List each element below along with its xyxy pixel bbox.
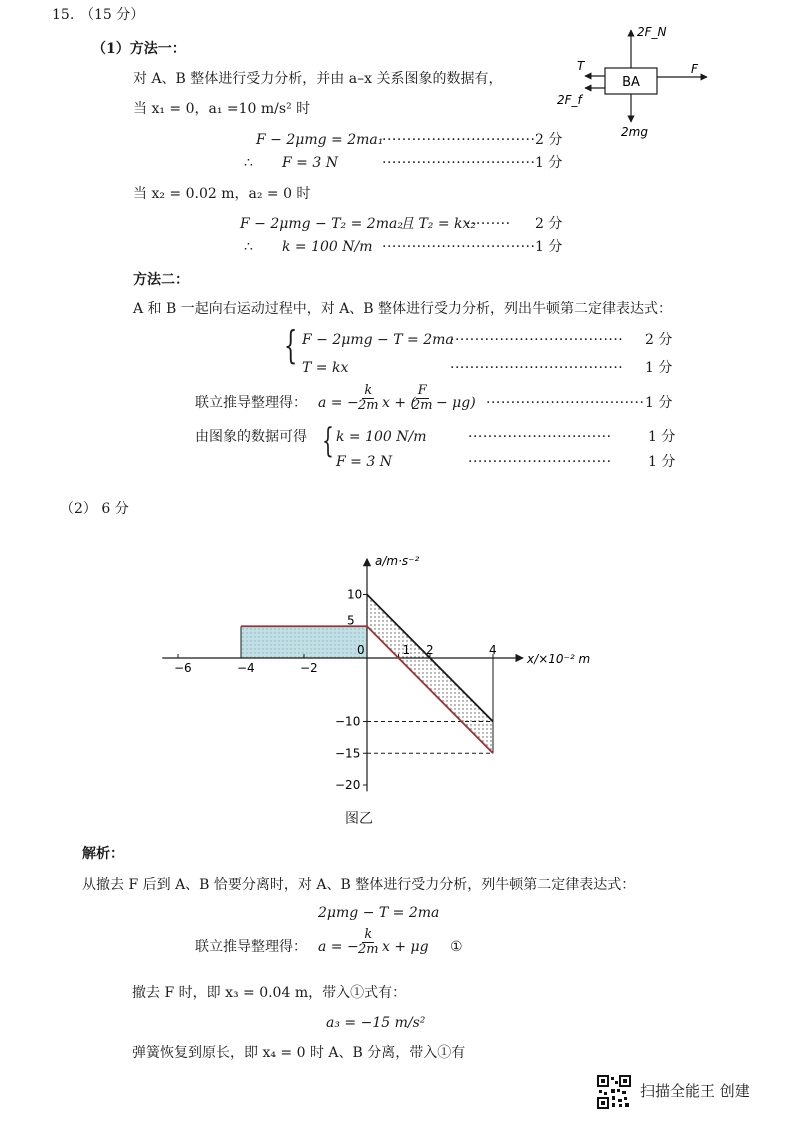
shaded-region-right [367,595,493,754]
x-tick-label: −4 [237,661,255,675]
y-axis-label: a/m·s⁻² [375,553,420,568]
m1-eq2: F − 2μmg − T₂ = 2ma₂ [240,216,403,232]
leader-dots: ··································· [450,360,624,376]
pts4: 1 分 [535,239,563,255]
x-tick-label: −2 [300,661,318,675]
x-tick-label: −6 [174,661,192,675]
footer-brand: 扫描全能王 创建 [640,1082,750,1100]
leader-dots: ······························· [382,132,536,148]
analysis-title: 解析： [82,846,124,862]
normal-label: 2F_N [637,25,667,39]
g1: k = 100 N/m [336,429,427,445]
analysis-l3-a: a = − [318,939,359,955]
analysis-l3-label: 联立推导整理得： [195,939,307,955]
part1-label: （1）方法一： [92,41,186,57]
fraction-den: 2m [358,942,379,958]
y-tick-label: 5 [347,613,355,628]
analysis-l3-rest: x + μg [382,939,429,955]
x-tick-label: 2 [426,643,434,657]
tension-label: T [577,59,585,73]
result-brace: { [322,421,334,461]
system-brace: { [284,323,298,367]
m1-eq2b: 且 T₂ = kx₂ [400,216,477,232]
y-tick-label: −10 [335,714,361,729]
m1-intro: 对 A、B 整体进行受力分析，并由 a–x 关系图象的数据有， [133,71,503,87]
y-tick-label: −20 [335,778,361,792]
analysis-l4: 撤去 F 时，即 x₃ = 0.04 m，带入①式有： [132,985,407,1001]
a-x-chart [150,528,590,796]
derive-end: − μg) [436,395,476,411]
m1-res2: k = 100 N/m [282,239,373,255]
leader-dots: ······························· [382,155,536,171]
fraction-k-2m [358,384,379,414]
fraction-F-2m [412,384,433,414]
pts7: 1 分 [645,395,673,411]
m1-eq1: F − 2μmg = 2ma₁ [256,132,384,148]
method2-label: 方法二： [133,272,189,288]
fraction-den: 2m [358,398,379,414]
leader-dots: ····························· [468,454,612,470]
therefore-symbol: ∴ [244,239,253,255]
x-tick-label: 4 [489,643,497,657]
derive-x: x + ( [382,395,416,411]
fraction-num: F [417,383,427,398]
x-tick-label: 0 [357,643,365,657]
force-label: F [691,62,698,76]
force-diagram [555,22,715,140]
analysis-l5: a₃ = −15 m/s² [326,1015,426,1031]
qr-code-icon [597,1075,631,1109]
circled-one: ① [450,939,463,955]
m1-cond1: 当 x₁ = 0，a₁ =10 m/s² 时 [133,101,311,117]
graph-label: 由图象的数据可得 [195,429,307,445]
weight-label: 2mg [621,125,648,139]
part2-label: （2） 6 分 [60,501,129,517]
friction-label: 2F_f [557,93,582,107]
block-label: BA [622,75,640,90]
y-tick-label: 10 [347,587,363,602]
pts6: 1 分 [645,360,673,376]
therefore-symbol: ∴ [244,155,253,171]
pts9: 1 分 [648,454,676,470]
m2-sys1: F − 2μmg − T = 2ma [302,332,454,348]
question-score: （15 分） [80,7,145,23]
pts1: 2 分 [535,132,563,148]
analysis-l6: 弹簧恢复到原长，即 x₄ = 0 时 A、B 分离，带入①有 [132,1045,466,1061]
leader-dots: ································ [486,395,645,411]
question-number: 15. [52,7,75,23]
pts2: 1 分 [535,155,563,171]
fraction-k-2m [358,928,379,958]
leader-dots: ······························· [382,239,536,255]
y-tick-label: −15 [335,746,361,761]
m1-res1: F = 3 N [282,155,338,171]
pts8: 1 分 [648,429,676,445]
analysis-l1: 从撤去 F 后到 A、B 恰要分离时，对 A、B 整体进行受力分析，列牛顿第二定律表达式： [82,877,636,893]
m1-cond2: 当 x₂ = 0.02 m，a₂ = 0 时 [133,186,311,202]
pts5: 2 分 [645,332,673,348]
fraction-den: 2m [412,398,433,414]
g2: F = 3 N [336,454,392,470]
leader-dots: ··································· [450,332,624,348]
x-axis-label: x/×10⁻² m [527,652,590,666]
derive-a: a = − [318,395,359,411]
shaded-region-left-dots [241,626,367,658]
chart-caption: 图乙 [345,811,373,827]
pts3: 2 分 [535,216,563,232]
leader-dots: ········· [466,216,511,232]
leader-dots: ····························· [468,429,612,445]
fraction-num: k [364,927,373,942]
fraction-num: k [364,383,373,398]
m2-sys2: T = kx [302,360,349,376]
x-tick-label: 1 [402,643,411,657]
analysis-l2: 2μmg − T = 2ma [318,905,440,921]
m2-intro: A 和 B 一起向右运动过程中，对 A、B 整体进行受力分析，列出牛顿第二定律表达式： [133,301,673,317]
derive-label: 联立推导整理得： [195,395,307,411]
